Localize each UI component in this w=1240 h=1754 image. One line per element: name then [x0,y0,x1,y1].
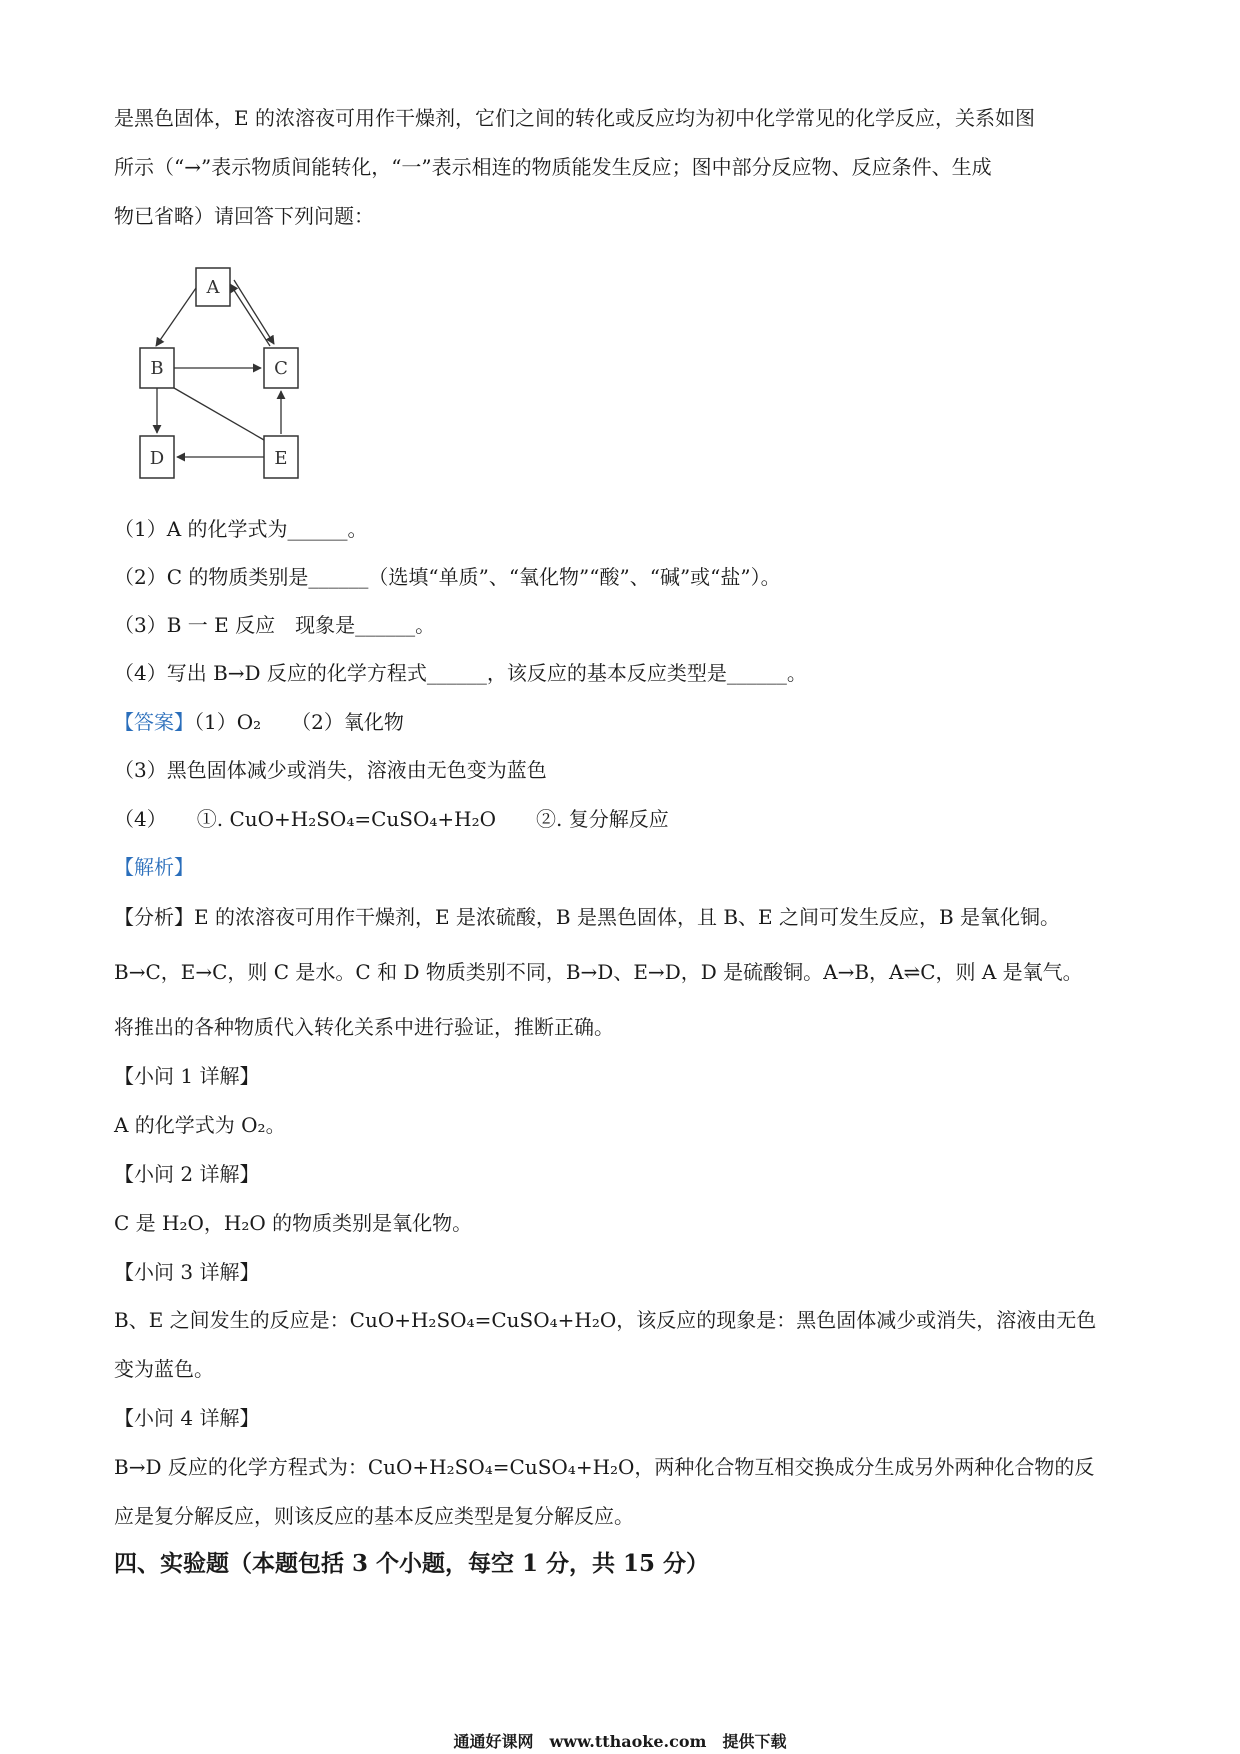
intro-line-3: 物已省略）请回答下列问题： [114,204,374,228]
sub-3-title: 【小问 3 详解】 [114,1260,260,1284]
sub-4-line-2: 应是复分解反应，则该反应的基本反应类型是复分解反应。 [114,1504,634,1528]
intro-line-2: 所示（“→”表示物质间能转化，“一”表示相连的物质能发生反应；图中部分反应物、反应条件、生成 [114,155,992,179]
analysis-label: 【解析】 [114,855,194,879]
edge-a-to-c [234,280,274,344]
intro-line-1: 是黑色固体，E 的浓溶夜可用作干燥剂，它们之间的转化或反应均为初中化学常见的化学反应，关系如图 [114,106,1035,130]
answer-label: 【答案】 [114,710,194,734]
node-c-label: C [274,358,288,379]
answer-text-1: （1）O₂ （2）氧化物 [194,710,404,734]
question-2: （2）C 的物质类别是______（选填“单质”、“氧化物”“酸”、“碱”或“盐”）。 [114,565,781,589]
edge-c-to-a [230,284,270,346]
sub-4-title: 【小问 4 详解】 [114,1406,260,1430]
analysis-line-1: 【分析】E 的浓溶夜可用作干燥剂，E 是浓硫酸，B 是黑色固体，且 B、E 之间可发生反应，B 是氧化铜。 [114,905,1061,929]
sub-4-line-1: B→D 反应的化学方程式为：CuO+H₂SO₄=CuSO₄+H₂O，两种化合物互相交换成分生成另外两种化合物的反 [114,1455,1095,1479]
question-4: （4）写出 B→D 反应的化学方程式______，该反应的基本反应类型是______。 [114,661,807,685]
sub-2-title: 【小问 2 详解】 [114,1162,260,1186]
sub-1-line-1: A 的化学式为 O₂。 [114,1113,286,1137]
answer-line-2: （3）黑色固体减少或消失，溶液由无色变为蓝色 [114,758,547,782]
answer-line-3: （4） ①. CuO+H₂SO₄=CuSO₄+H₂O ②. 复分解反应 [114,807,669,831]
node-b-label: B [150,358,164,379]
answer-line-1 [114,708,404,736]
question-1: （1）A 的化学式为______。 [114,517,368,541]
edge-b-e-reaction [174,388,264,440]
node-e-label: E [274,448,288,469]
sub-2-line-1: C 是 H₂O，H₂O 的物质类别是氧化物。 [114,1211,473,1235]
page-footer: 通通好课网 www.tthaoke.com 提供下载 [453,1732,787,1751]
sub-3-line-1: B、E 之间发生的反应是：CuO+H₂SO₄=CuSO₄+H₂O，该反应的现象是：黑色固体减少或消失，溶液由无色 [114,1308,1097,1332]
sub-1-title: 【小问 1 详解】 [114,1064,260,1088]
analysis-line-2: B→C，E→C，则 C 是水。C 和 D 物质类别不同，B→D、E→D，D 是硫酸铜。A→B，A⇌C，则 A 是氧气。 [114,960,1083,984]
edge-a-to-b [156,288,196,346]
relation-diagram [130,262,310,492]
section-title: 四、实验题（本题包括 3 个小题，每空 1 分，共 15 分） [114,1550,710,1577]
node-a-label: A [206,277,220,298]
node-d-label: D [149,448,165,469]
analysis-line-3: 将推出的各种物质代入转化关系中进行验证，推断正确。 [114,1015,614,1039]
question-3: （3）B 一 E 反应 现象是______。 [114,613,436,637]
sub-3-line-2: 变为蓝色。 [114,1357,214,1381]
